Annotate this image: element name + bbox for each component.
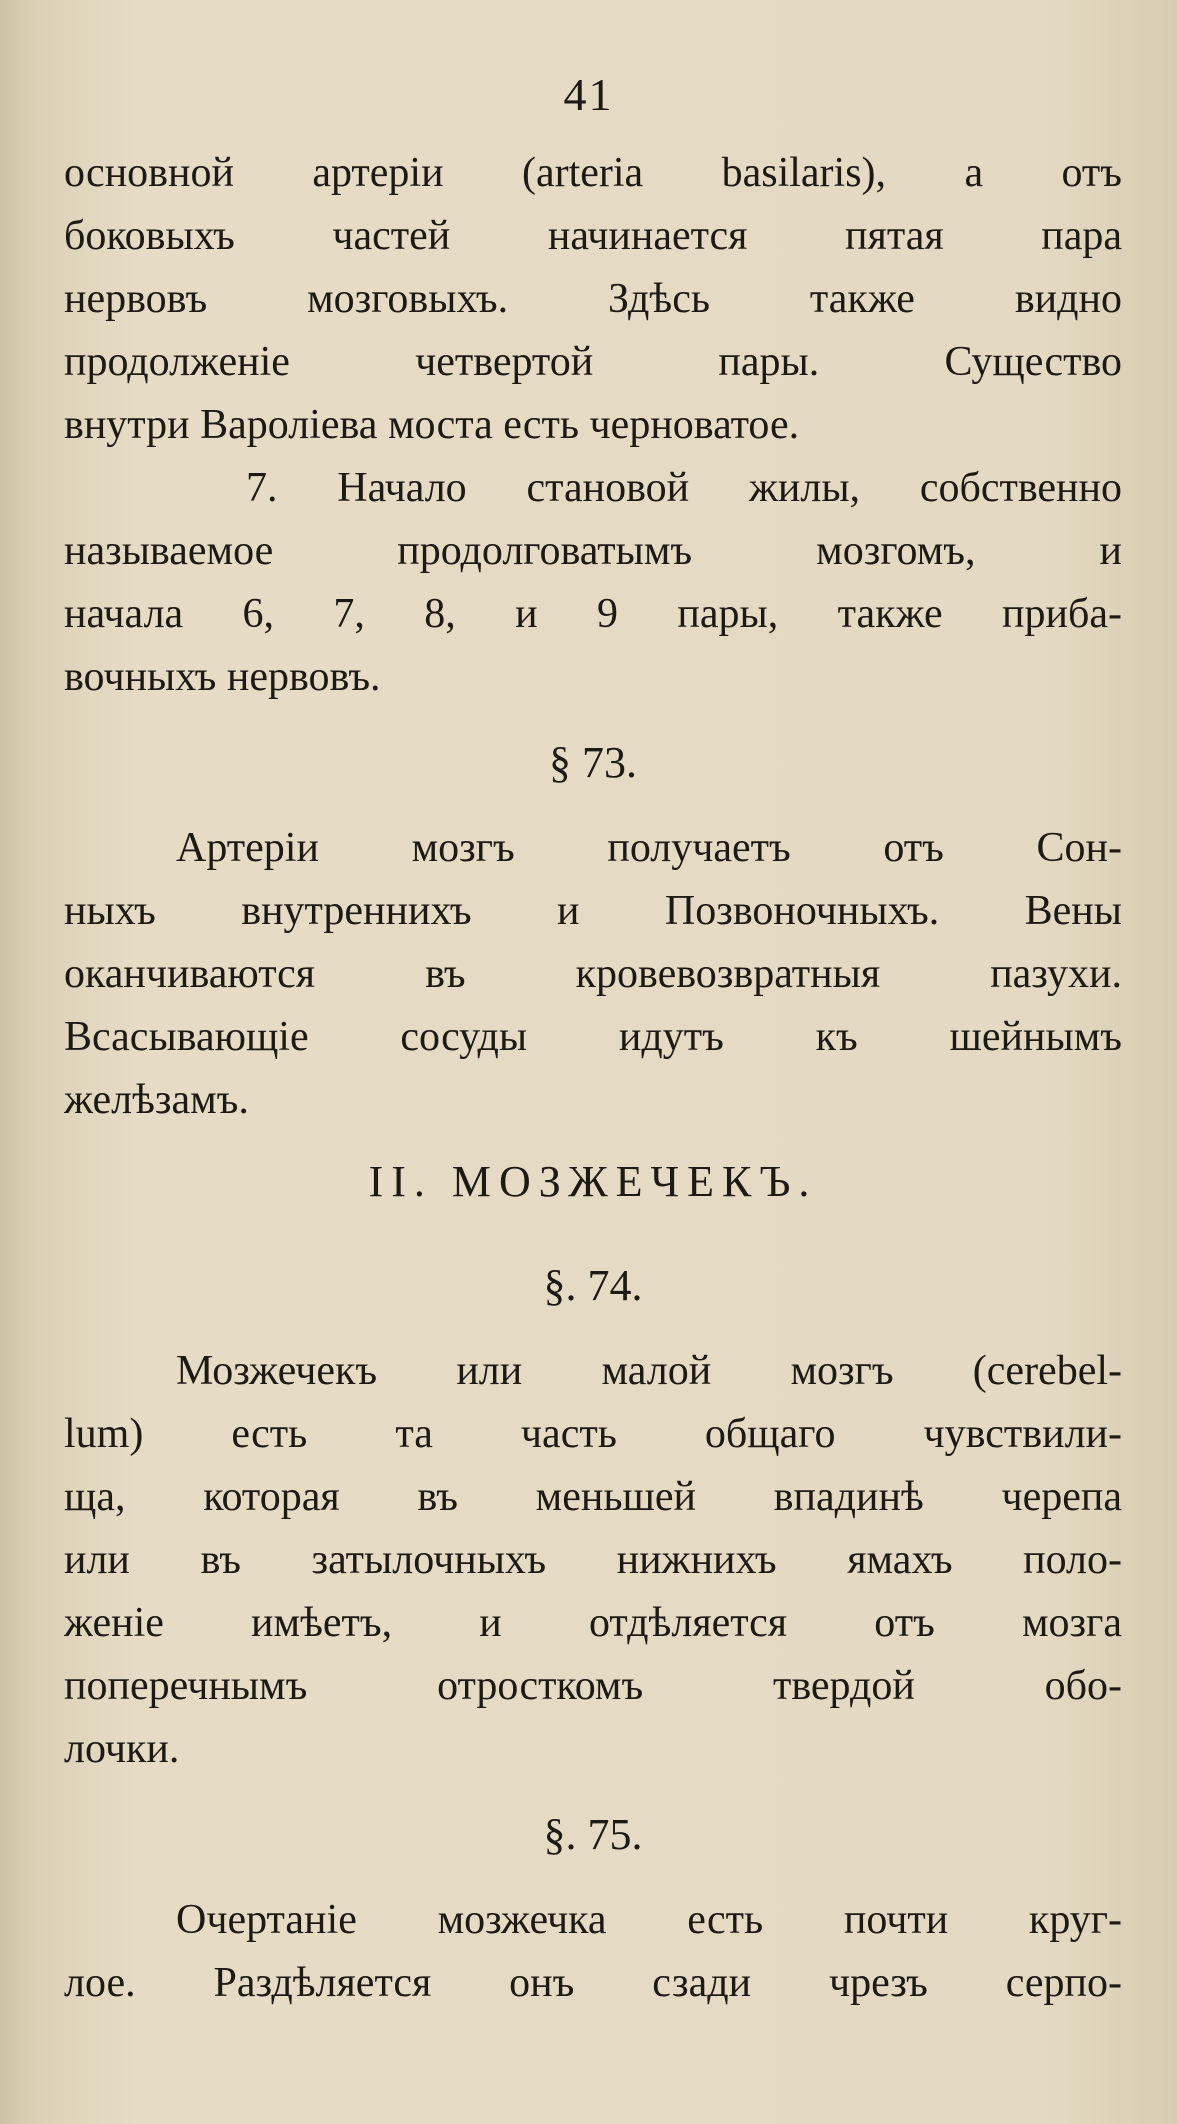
text-line: вочныхъ нервовъ. (64, 654, 381, 700)
text-line: 7. Начало становой жилы, собственно (246, 465, 1122, 511)
text-line: lum) есть та часть общаго чувствили- (64, 1411, 1122, 1457)
text-line: желѣзамъ. (64, 1077, 249, 1123)
section-heading: II. МОЗЖЕЧЕКЪ. (368, 1157, 818, 1206)
text-line: ныхъ внутреннихъ и Позвоночныхъ. Вены (64, 888, 1122, 934)
text-line: начала 6, 7, 8, и 9 пары, также приба- (64, 591, 1122, 637)
text-line: основной артеріи (arteria basilaris), а отъ (64, 150, 1122, 196)
text-line: нервовъ мозговыхъ. Здѣсь также видно (64, 276, 1122, 322)
text-line: оканчиваются въ кровевозвратныя пазухи. (64, 951, 1122, 997)
page-body (64, 142, 1122, 2015)
text-line: Мозжечекъ или малой мозгъ (cerebel- (176, 1348, 1122, 1394)
text-line: называемое продолговатымъ мозгомъ, и (64, 528, 1122, 574)
text-line: Всасывающіе сосуды идутъ къ шейнымъ (64, 1014, 1122, 1060)
page-number: 41 (563, 69, 614, 120)
paragraph-number: §. 75. (543, 1810, 643, 1859)
text-line: Очертаніе мозжечка есть почти круг- (176, 1897, 1122, 1943)
text-line: ща, которая въ меньшей впадинѣ черепа (64, 1474, 1122, 1520)
text-line: Артеріи мозгъ получаетъ отъ Сон- (176, 825, 1122, 871)
text-line: продолженіе четвертой пары. Существо (64, 339, 1122, 385)
paragraph-number: § 73. (549, 738, 637, 787)
text-line: женіе имѣетъ, и отдѣляется отъ мозга (64, 1600, 1122, 1646)
text-line: или въ затылочныхъ нижнихъ ямахъ поло- (64, 1537, 1122, 1583)
text-line: лочки. (64, 1726, 180, 1772)
text-line: поперечнымъ отросткомъ твердой обо- (64, 1663, 1122, 1709)
text-line: боковыхъ частей начинается пятая пара (64, 213, 1122, 259)
paragraph-number: §. 74. (543, 1261, 643, 1310)
text-line: лое. Раздѣляется онъ сзади чрезъ серпо- (64, 1960, 1122, 2006)
text-line: внутри Вароліева моста есть черноватое. (64, 402, 800, 448)
